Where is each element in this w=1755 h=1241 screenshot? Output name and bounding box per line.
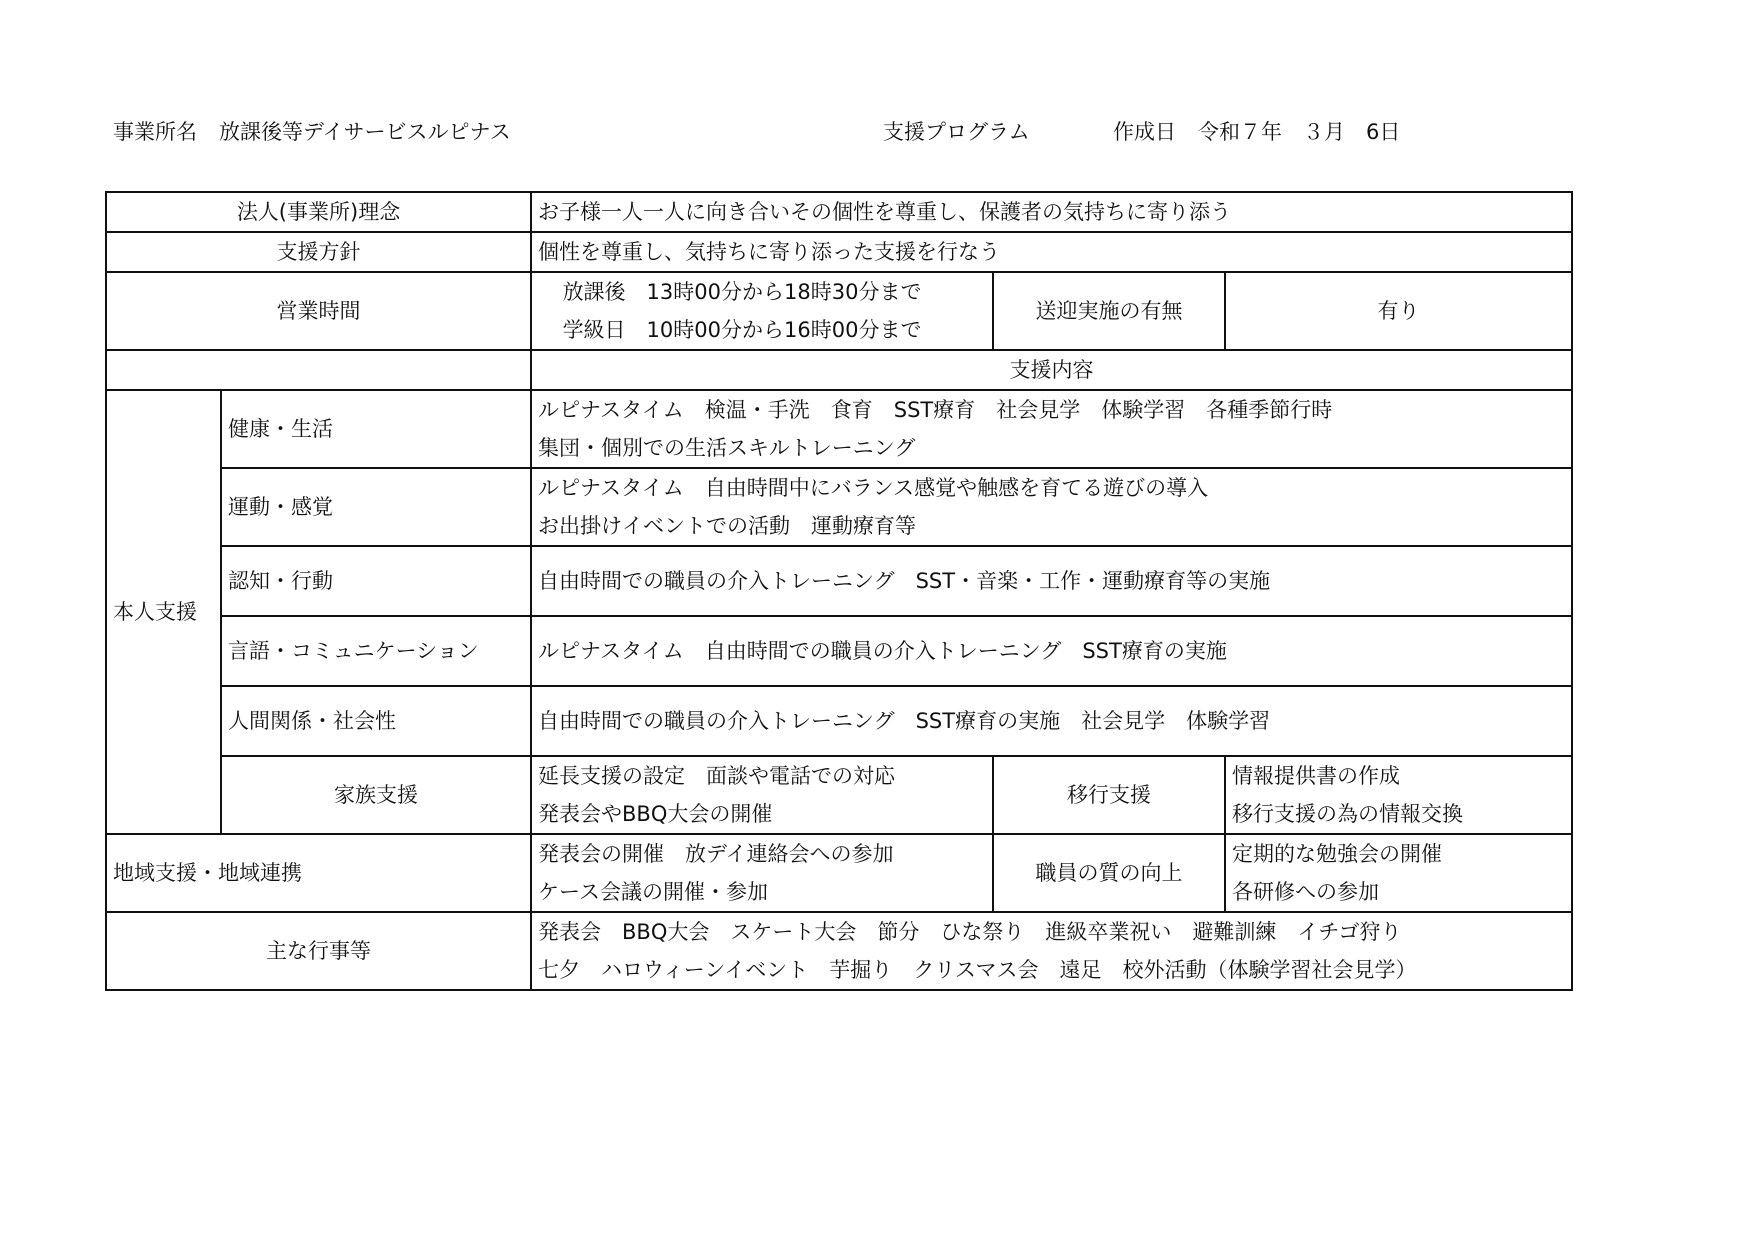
- health-life-line1: ルピナスタイム 検温・手洗 食育 SST療育 社会見学 体験学習 各種季節行時: [538, 398, 1333, 422]
- events-row: [106, 912, 1572, 990]
- motor-sense-value: [531, 468, 1572, 546]
- family-support-value: [531, 756, 993, 834]
- community-label: 地域支援・地域連携: [106, 834, 531, 912]
- health-life-line2: 集団・個別での生活スキルトレーニング: [538, 436, 916, 460]
- hours-school-day: 学級日 10時00分から16時00分まで: [562, 318, 922, 342]
- content-header-row: [106, 350, 1572, 390]
- office-name: 放課後等デイサービスルピナス: [219, 120, 511, 144]
- personal-row-language: [106, 616, 1572, 686]
- support-program-table: [105, 191, 1573, 991]
- transition-line2: 移行支援の為の情報交換: [1232, 802, 1464, 826]
- created-label: 作成日: [1113, 120, 1176, 144]
- personal-row-social: [106, 686, 1572, 756]
- hours-after-school: 放課後 13時00分から18時30分まで: [562, 280, 922, 304]
- family-support-label: 家族支援: [221, 756, 531, 834]
- philosophy-row: [106, 192, 1572, 232]
- hours-row: [106, 272, 1572, 350]
- social-label: 人間関係・社会性: [221, 686, 531, 756]
- family-line1: 延長支援の設定 面談や電話での対応: [538, 764, 896, 788]
- motor-sense-label: 運動・感覚: [221, 468, 531, 546]
- created-date-header: [1113, 118, 1400, 146]
- hours-label: 営業時間: [106, 272, 531, 350]
- community-value: [531, 834, 993, 912]
- personal-row-cognition: [106, 546, 1572, 616]
- policy-value: 個性を尊重し、気持ちに寄り添った支援を行なう: [531, 232, 1572, 272]
- personal-support-label: 本人支援: [106, 390, 221, 834]
- transition-value: [1225, 756, 1572, 834]
- family-line2: 発表会やBBQ大会の開催: [538, 802, 773, 826]
- social-value: 自由時間での職員の介入トレーニング SST療育の実施 社会見学 体験学習: [531, 686, 1572, 756]
- transport-label: 送迎実施の有無: [993, 272, 1225, 350]
- office-header: [113, 118, 511, 146]
- motor-sense-line1: ルピナスタイム 自由時間中にバランス感覚や触感を育てる遊びの導入: [538, 476, 1209, 500]
- hours-value: [531, 272, 993, 350]
- transition-line1: 情報提供書の作成: [1232, 764, 1401, 788]
- personal-row-motor: [106, 468, 1572, 546]
- health-life-label: 健康・生活: [221, 390, 531, 468]
- motor-sense-line2: お出掛けイベントでの活動 運動療育等: [538, 514, 917, 538]
- events-line1: 発表会 BBQ大会 スケート大会 節分 ひな祭り 進級卒業祝い 避難訓練 イチゴ狩り: [538, 920, 1402, 944]
- staff-quality-label: 職員の質の向上: [993, 834, 1225, 912]
- community-line2: ケース会議の開催・参加: [538, 880, 768, 904]
- language-value: ルピナスタイム 自由時間での職員の介入トレーニング SST療育の実施: [531, 616, 1572, 686]
- cognition-value: 自由時間での職員の介入トレーニング SST・音楽・工作・運動療育等の実施: [531, 546, 1572, 616]
- language-label: 言語・コミュニケーション: [221, 616, 531, 686]
- philosophy-value: お子様一人一人に向き合いその個性を尊重し、保護者の気持ちに寄り添う: [531, 192, 1572, 232]
- transition-label: 移行支援: [993, 756, 1225, 834]
- policy-row: [106, 232, 1572, 272]
- content-header: 支援内容: [531, 350, 1572, 390]
- events-value: [531, 912, 1572, 990]
- created-date: 令和７年 ３月 6日: [1198, 120, 1401, 144]
- office-label: 事業所名: [113, 120, 197, 144]
- health-life-value: [531, 390, 1572, 468]
- family-row: [106, 756, 1572, 834]
- program-title: 支援プログラム: [883, 120, 1030, 144]
- cognition-label: 認知・行動: [221, 546, 531, 616]
- personal-row-health: [106, 390, 1572, 468]
- staff-quality-value: [1225, 834, 1572, 912]
- policy-label: 支援方針: [106, 232, 531, 272]
- community-row: [106, 834, 1572, 912]
- content-header-blank: [106, 350, 531, 390]
- transport-value: 有り: [1225, 272, 1572, 350]
- events-label: 主な行事等: [106, 912, 531, 990]
- staff-quality-line2: 各研修への参加: [1232, 880, 1380, 904]
- staff-quality-line1: 定期的な勉強会の開催: [1232, 842, 1443, 866]
- community-line1: 発表会の開催 放デイ連絡会への参加: [538, 842, 894, 866]
- philosophy-label: 法人(事業所)理念: [106, 192, 531, 232]
- events-line2: 七夕 ハロウィーンイベント 芋掘り クリスマス会 遠足 校外活動（体験学習社会見学）: [538, 958, 1417, 982]
